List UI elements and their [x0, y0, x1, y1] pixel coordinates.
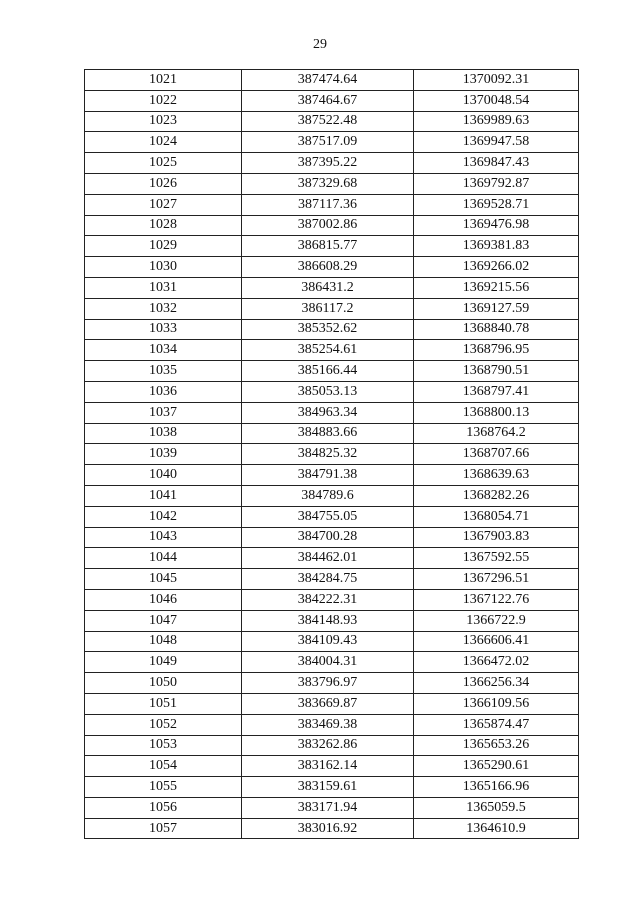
- x-coordinate-cell: 385254.61: [242, 340, 414, 361]
- table-row: [85, 236, 579, 257]
- y-coordinate-cell: 1367903.83: [414, 527, 579, 548]
- table-row: [85, 652, 579, 673]
- y-coordinate-cell: 1366472.02: [414, 652, 579, 673]
- table-row: [85, 485, 579, 506]
- y-coordinate-cell: 1369266.02: [414, 257, 579, 278]
- x-coordinate-cell: 387395.22: [242, 153, 414, 174]
- x-coordinate-cell: 384462.01: [242, 548, 414, 569]
- point-number-cell: 1029: [85, 236, 242, 257]
- x-coordinate-cell: 384284.75: [242, 569, 414, 590]
- y-coordinate-cell: 1369792.87: [414, 173, 579, 194]
- x-coordinate-cell: 383796.97: [242, 673, 414, 694]
- table-row: [85, 527, 579, 548]
- point-number-cell: 1045: [85, 569, 242, 590]
- table-row: [85, 402, 579, 423]
- coordinate-table: [84, 69, 579, 839]
- point-number-cell: 1047: [85, 610, 242, 631]
- y-coordinate-cell: 1365874.47: [414, 714, 579, 735]
- table-row: [85, 423, 579, 444]
- point-number-cell: 1041: [85, 485, 242, 506]
- table-row: [85, 173, 579, 194]
- y-coordinate-cell: 1366256.34: [414, 673, 579, 694]
- table-row: [85, 569, 579, 590]
- point-number-cell: 1044: [85, 548, 242, 569]
- y-coordinate-cell: 1368797.41: [414, 381, 579, 402]
- y-coordinate-cell: 1369528.71: [414, 194, 579, 215]
- y-coordinate-cell: 1370048.54: [414, 90, 579, 111]
- y-coordinate-cell: 1368707.66: [414, 444, 579, 465]
- x-coordinate-cell: 386608.29: [242, 257, 414, 278]
- point-number-cell: 1024: [85, 132, 242, 153]
- table-row: [85, 194, 579, 215]
- point-number-cell: 1042: [85, 506, 242, 527]
- table-row: [85, 465, 579, 486]
- x-coordinate-cell: 383171.94: [242, 797, 414, 818]
- x-coordinate-cell: 385166.44: [242, 361, 414, 382]
- y-coordinate-cell: 1369947.58: [414, 132, 579, 153]
- y-coordinate-cell: 1364610.9: [414, 818, 579, 839]
- point-number-cell: 1039: [85, 444, 242, 465]
- point-number-cell: 1053: [85, 735, 242, 756]
- point-number-cell: 1051: [85, 693, 242, 714]
- table-row: [85, 111, 579, 132]
- y-coordinate-cell: 1366109.56: [414, 693, 579, 714]
- point-number-cell: 1049: [85, 652, 242, 673]
- point-number-cell: 1031: [85, 277, 242, 298]
- point-number-cell: 1050: [85, 673, 242, 694]
- y-coordinate-cell: 1368639.63: [414, 465, 579, 486]
- x-coordinate-cell: 383469.38: [242, 714, 414, 735]
- table-row: [85, 298, 579, 319]
- table-row: [85, 756, 579, 777]
- x-coordinate-cell: 384963.34: [242, 402, 414, 423]
- x-coordinate-cell: 384791.38: [242, 465, 414, 486]
- x-coordinate-cell: 386815.77: [242, 236, 414, 257]
- x-coordinate-cell: 383669.87: [242, 693, 414, 714]
- x-coordinate-cell: 383162.14: [242, 756, 414, 777]
- table-row: [85, 257, 579, 278]
- x-coordinate-cell: 383262.86: [242, 735, 414, 756]
- point-number-cell: 1036: [85, 381, 242, 402]
- y-coordinate-cell: 1370092.31: [414, 70, 579, 91]
- table-row: [85, 631, 579, 652]
- point-number-cell: 1055: [85, 777, 242, 798]
- y-coordinate-cell: 1367122.76: [414, 589, 579, 610]
- point-number-cell: 1046: [85, 589, 242, 610]
- x-coordinate-cell: 386117.2: [242, 298, 414, 319]
- y-coordinate-cell: 1365653.26: [414, 735, 579, 756]
- x-coordinate-cell: 384883.66: [242, 423, 414, 444]
- x-coordinate-cell: 387002.86: [242, 215, 414, 236]
- point-number-cell: 1022: [85, 90, 242, 111]
- point-number-cell: 1034: [85, 340, 242, 361]
- table-row: [85, 215, 579, 236]
- x-coordinate-cell: 387117.36: [242, 194, 414, 215]
- x-coordinate-cell: 387522.48: [242, 111, 414, 132]
- y-coordinate-cell: 1369989.63: [414, 111, 579, 132]
- point-number-cell: 1021: [85, 70, 242, 91]
- x-coordinate-cell: 384825.32: [242, 444, 414, 465]
- point-number-cell: 1048: [85, 631, 242, 652]
- table-row: [85, 381, 579, 402]
- table-row: [85, 589, 579, 610]
- table-row: [85, 319, 579, 340]
- point-number-cell: 1027: [85, 194, 242, 215]
- x-coordinate-cell: 384004.31: [242, 652, 414, 673]
- table-row: [85, 673, 579, 694]
- table-row: [85, 277, 579, 298]
- y-coordinate-cell: 1366606.41: [414, 631, 579, 652]
- table-row: [85, 132, 579, 153]
- coordinate-table-container: [84, 69, 578, 839]
- point-number-cell: 1023: [85, 111, 242, 132]
- y-coordinate-cell: 1369215.56: [414, 277, 579, 298]
- y-coordinate-cell: 1365290.61: [414, 756, 579, 777]
- y-coordinate-cell: 1369381.83: [414, 236, 579, 257]
- x-coordinate-cell: 387517.09: [242, 132, 414, 153]
- point-number-cell: 1037: [85, 402, 242, 423]
- y-coordinate-cell: 1368796.95: [414, 340, 579, 361]
- x-coordinate-cell: 384109.43: [242, 631, 414, 652]
- y-coordinate-cell: 1368790.51: [414, 361, 579, 382]
- table-row: [85, 548, 579, 569]
- point-number-cell: 1025: [85, 153, 242, 174]
- table-row: [85, 153, 579, 174]
- y-coordinate-cell: 1368054.71: [414, 506, 579, 527]
- y-coordinate-cell: 1369127.59: [414, 298, 579, 319]
- table-row: [85, 444, 579, 465]
- point-number-cell: 1038: [85, 423, 242, 444]
- point-number-cell: 1035: [85, 361, 242, 382]
- table-row: [85, 610, 579, 631]
- table-row: [85, 818, 579, 839]
- table-row: [85, 90, 579, 111]
- table-row: [85, 714, 579, 735]
- x-coordinate-cell: 385053.13: [242, 381, 414, 402]
- x-coordinate-cell: 387474.64: [242, 70, 414, 91]
- table-row: [85, 506, 579, 527]
- point-number-cell: 1043: [85, 527, 242, 548]
- table-row: [85, 797, 579, 818]
- x-coordinate-cell: 387464.67: [242, 90, 414, 111]
- y-coordinate-cell: 1369847.43: [414, 153, 579, 174]
- y-coordinate-cell: 1365166.96: [414, 777, 579, 798]
- page-number: 29: [313, 37, 327, 52]
- y-coordinate-cell: 1365059.5: [414, 797, 579, 818]
- point-number-cell: 1033: [85, 319, 242, 340]
- point-number-cell: 1040: [85, 465, 242, 486]
- y-coordinate-cell: 1368282.26: [414, 485, 579, 506]
- x-coordinate-cell: 385352.62: [242, 319, 414, 340]
- x-coordinate-cell: 384789.6: [242, 485, 414, 506]
- point-number-cell: 1054: [85, 756, 242, 777]
- x-coordinate-cell: 383159.61: [242, 777, 414, 798]
- point-number-cell: 1026: [85, 173, 242, 194]
- point-number-cell: 1052: [85, 714, 242, 735]
- x-coordinate-cell: 386431.2: [242, 277, 414, 298]
- y-coordinate-cell: 1369476.98: [414, 215, 579, 236]
- point-number-cell: 1028: [85, 215, 242, 236]
- table-row: [85, 735, 579, 756]
- table-row: [85, 340, 579, 361]
- point-number-cell: 1032: [85, 298, 242, 319]
- y-coordinate-cell: 1367296.51: [414, 569, 579, 590]
- y-coordinate-cell: 1368764.2: [414, 423, 579, 444]
- x-coordinate-cell: 387329.68: [242, 173, 414, 194]
- y-coordinate-cell: 1368800.13: [414, 402, 579, 423]
- point-number-cell: 1056: [85, 797, 242, 818]
- x-coordinate-cell: 384755.05: [242, 506, 414, 527]
- x-coordinate-cell: 384148.93: [242, 610, 414, 631]
- y-coordinate-cell: 1368840.78: [414, 319, 579, 340]
- table-row: [85, 70, 579, 91]
- table-row: [85, 361, 579, 382]
- x-coordinate-cell: 384700.28: [242, 527, 414, 548]
- x-coordinate-cell: 384222.31: [242, 589, 414, 610]
- y-coordinate-cell: 1366722.9: [414, 610, 579, 631]
- table-row: [85, 777, 579, 798]
- y-coordinate-cell: 1367592.55: [414, 548, 579, 569]
- x-coordinate-cell: 383016.92: [242, 818, 414, 839]
- coordinate-table-body: [85, 70, 579, 839]
- point-number-cell: 1030: [85, 257, 242, 278]
- point-number-cell: 1057: [85, 818, 242, 839]
- table-row: [85, 693, 579, 714]
